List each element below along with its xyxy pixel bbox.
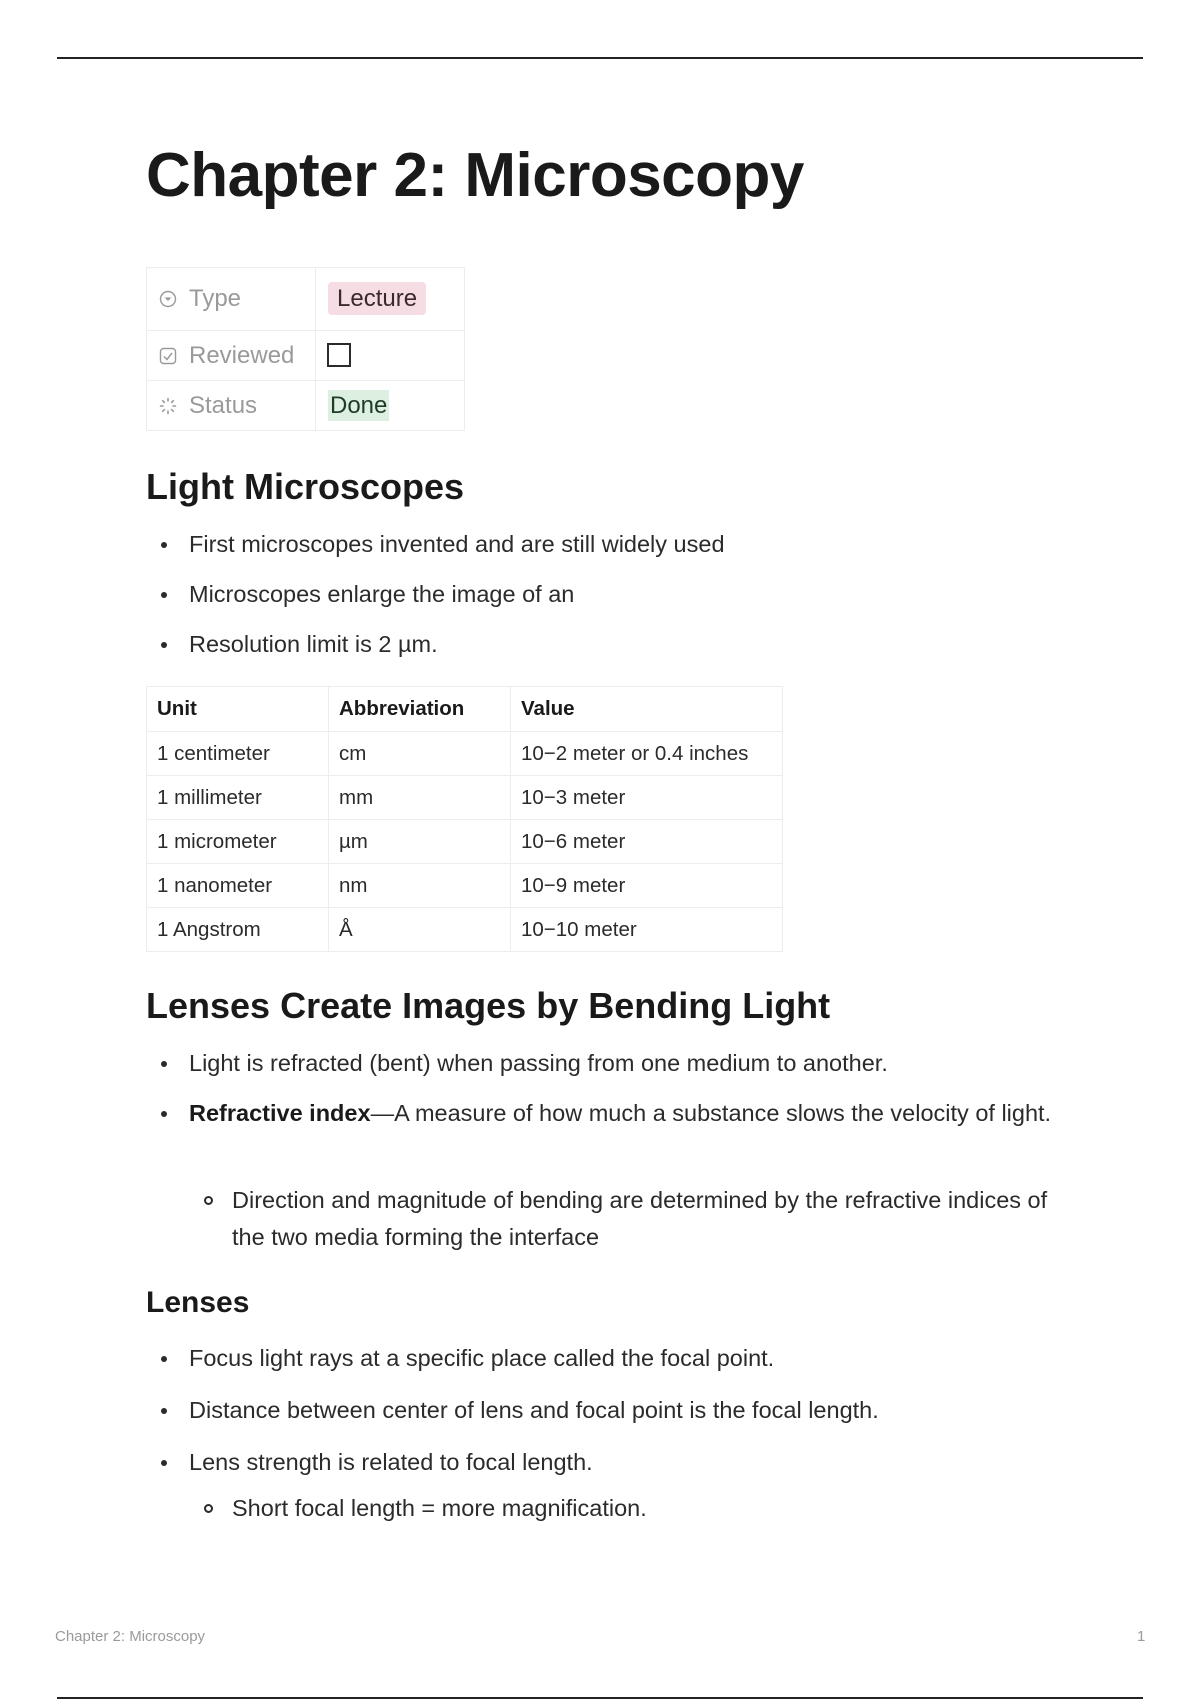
- list-item: Light is refracted (bent) when passing from one medium to another.: [146, 1045, 1066, 1082]
- table-row: [147, 732, 783, 776]
- heading-light-microscopes: Light Microscopes: [146, 466, 465, 507]
- table-cell: 10−2 meter or 0.4 inches: [511, 732, 783, 776]
- table-cell: 1 Angstrom: [147, 908, 329, 952]
- column-header-unit: Unit: [147, 687, 329, 732]
- list-item-refractive-index: [146, 1095, 1066, 1132]
- table-cell: 10−9 meter: [511, 864, 783, 908]
- column-header-value: Value: [511, 687, 783, 732]
- bending-light-sublist: [146, 1182, 1066, 1269]
- table-cell: 10−3 meter: [511, 776, 783, 820]
- definition-text: —A measure of how much a substance slows the velocity of light.: [370, 1100, 1052, 1126]
- property-label-type: Type: [189, 285, 242, 312]
- property-row-reviewed: [147, 331, 465, 381]
- property-value-reviewed: [316, 331, 465, 381]
- table-cell: cm: [329, 732, 511, 776]
- property-key-reviewed: [147, 331, 316, 381]
- table-cell: 10−6 meter: [511, 820, 783, 864]
- heading-lenses: Lenses: [146, 1286, 250, 1319]
- table-row: [147, 864, 783, 908]
- list-item: Distance between center of lens and focal point is the focal length.: [146, 1392, 1066, 1429]
- top-rule: [57, 57, 1143, 59]
- table-cell: mm: [329, 776, 511, 820]
- footer-page-number: 1: [1137, 1628, 1146, 1645]
- reviewed-checkbox[interactable]: [327, 343, 351, 367]
- status-tag[interactable]: Done: [330, 391, 388, 419]
- sub-list-item: Direction and magnitude of bending are determined by the refractive indices of the two media forming the interface: [146, 1182, 1066, 1256]
- bold-term: Refractive index: [189, 1100, 371, 1126]
- table-cell: nm: [329, 864, 511, 908]
- lenses-sublist: [146, 1490, 1066, 1527]
- list-item: Microscopes enlarge the image of an: [146, 576, 1066, 613]
- light-microscopes-list: [146, 526, 1066, 676]
- table-row: [147, 908, 783, 952]
- lenses-list: [146, 1340, 1066, 1496]
- sub-list-item: Short focal length = more magnification.: [146, 1490, 1066, 1527]
- table-row: [147, 776, 783, 820]
- status-icon: [159, 397, 177, 415]
- table-cell: 1 nanometer: [147, 864, 329, 908]
- page-title: Chapter 2: Microscopy: [146, 141, 804, 210]
- table-cell: 1 centimeter: [147, 732, 329, 776]
- property-row-status: [147, 381, 465, 431]
- type-tag[interactable]: Lecture: [328, 282, 426, 315]
- checkbox-icon: [159, 347, 177, 365]
- table-cell: 1 millimeter: [147, 776, 329, 820]
- list-item: First microscopes invented and are still widely used: [146, 526, 1066, 563]
- list-item: Focus light rays at a specific place called the focal point.: [146, 1340, 1066, 1377]
- property-label-reviewed: Reviewed: [189, 341, 295, 369]
- property-key-type: [147, 268, 316, 331]
- table-cell: 10−10 meter: [511, 908, 783, 952]
- property-value-type[interactable]: [316, 268, 465, 331]
- bending-light-list: [146, 1045, 1066, 1145]
- heading-lenses-bending-light: Lenses Create Images by Bending Light: [146, 985, 831, 1026]
- footer-title: Chapter 2: Microscopy: [55, 1628, 206, 1645]
- bottom-rule: [57, 1697, 1143, 1699]
- table-row: [147, 820, 783, 864]
- property-value-status[interactable]: [316, 381, 465, 431]
- property-label-status: Status: [189, 391, 258, 419]
- column-header-abbreviation: Abbreviation: [329, 687, 511, 732]
- table-header-row: [147, 687, 783, 732]
- table-cell: Å: [329, 908, 511, 952]
- property-key-status: [147, 381, 316, 431]
- select-icon: [159, 290, 177, 308]
- properties-table: [146, 267, 465, 431]
- units-table: [146, 686, 783, 952]
- list-item: Resolution limit is 2 µm.: [146, 626, 1066, 663]
- list-item: Lens strength is related to focal length.: [146, 1444, 1066, 1481]
- table-cell: 1 micrometer: [147, 820, 329, 864]
- property-row-type: [147, 268, 465, 331]
- table-cell: µm: [329, 820, 511, 864]
